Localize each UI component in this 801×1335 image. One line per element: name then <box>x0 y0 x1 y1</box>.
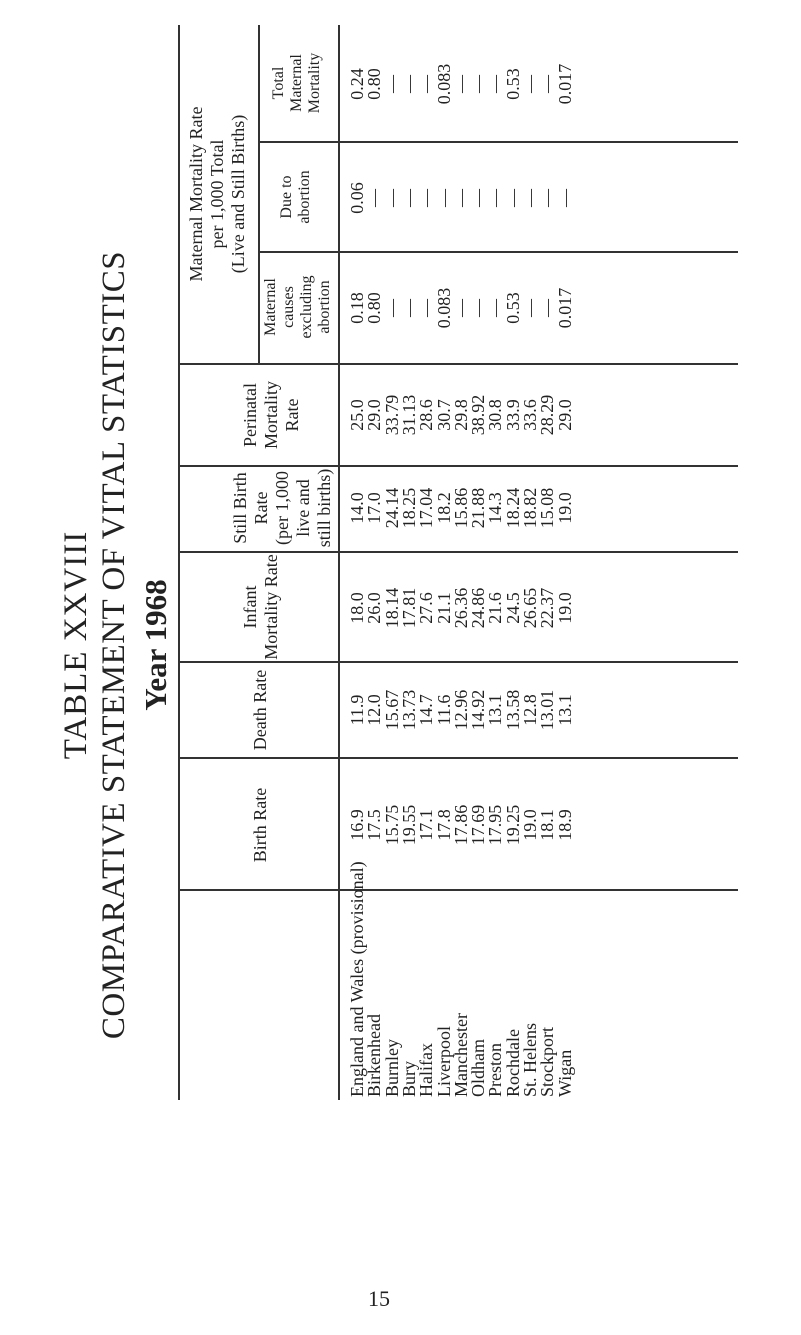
cell-perinatal-mortality-rate: 33.79 <box>381 394 402 436</box>
header-total-maternal-line-1: Total <box>270 66 287 100</box>
cell-maternal-excl-abortion: — <box>450 299 471 317</box>
cell-birth-rate: 19.0 <box>520 809 540 841</box>
header-due-to-abortion-line-2: abortion <box>296 170 313 224</box>
cell-perinatal-mortality-rate: 38.92 <box>468 394 489 436</box>
row-name: Preston <box>485 1043 506 1097</box>
cell-death-rate: 12.8 <box>520 694 540 726</box>
cell-maternal-excl-abortion: 0.18 <box>347 292 367 324</box>
header-total-maternal-line-2: Maternal <box>288 54 305 112</box>
header-maternal-group-line-2: per 1,000 Total <box>207 139 227 249</box>
cell-still-birth-rate: 14.0 <box>347 492 367 524</box>
cell-death-rate: 13.1 <box>554 694 575 726</box>
cell-still-birth-rate: 15.86 <box>450 487 471 529</box>
maternal-group-rule <box>258 25 260 365</box>
cell-still-birth-rate: 17.04 <box>416 487 437 529</box>
row-name: Burnley <box>381 1039 402 1097</box>
rotated-table-page <box>0 25 801 1265</box>
col-divider-2 <box>178 757 738 759</box>
cell-infant-mortality-rate: 21.6 <box>485 592 506 624</box>
row-name: Wigan <box>554 1049 575 1097</box>
cell-birth-rate: 17.8 <box>433 809 454 841</box>
cell-perinatal-mortality-rate: 29.0 <box>554 399 575 431</box>
cell-still-birth-rate: 17.0 <box>364 492 385 524</box>
header-death-rate: Death Rate <box>250 669 270 751</box>
cell-perinatal-mortality-rate: 29.0 <box>364 399 385 431</box>
row-name: Manchester <box>450 1013 471 1097</box>
cell-due-to-abortion: — <box>502 189 523 207</box>
cell-infant-mortality-rate: 22.37 <box>537 587 558 629</box>
cell-due-to-abortion: — <box>485 189 506 207</box>
cell-still-birth-rate: 15.08 <box>537 487 558 529</box>
cell-total-maternal: 0.017 <box>554 63 575 105</box>
cell-still-birth-rate: 18.25 <box>398 487 419 529</box>
cell-death-rate: 13.01 <box>537 689 558 731</box>
cell-still-birth-rate: 19.0 <box>554 492 575 524</box>
cell-still-birth-rate: 21.88 <box>468 487 489 529</box>
cell-total-maternal: — <box>485 75 506 93</box>
header-maternal-group-line-3: (Live and Still Births) <box>228 114 248 274</box>
cell-birth-rate: 16.9 <box>347 809 367 841</box>
header-maternal-group-line-1: Maternal Mortality Rate <box>186 106 206 282</box>
cell-perinatal-mortality-rate: 29.8 <box>450 399 471 431</box>
cell-death-rate: 11.9 <box>347 694 367 726</box>
cell-perinatal-mortality-rate: 31.13 <box>398 394 419 436</box>
cell-maternal-excl-abortion: — <box>537 299 558 317</box>
cell-perinatal-mortality-rate: 28.29 <box>537 394 558 436</box>
cell-due-to-abortion: — <box>381 189 402 207</box>
cell-total-maternal: — <box>416 75 437 93</box>
cell-infant-mortality-rate: 24.86 <box>468 587 489 629</box>
cell-due-to-abortion: — <box>537 189 558 207</box>
header-total-maternal-mortality <box>270 25 324 141</box>
cell-death-rate: 13.73 <box>398 689 419 731</box>
row-name: Stockport <box>537 1027 558 1097</box>
cell-infant-mortality-rate: 18.0 <box>347 592 367 624</box>
header-still-birth-rate-line-1: Still Birth Rate <box>230 472 271 544</box>
cell-maternal-excl-abortion: — <box>381 299 402 317</box>
cell-birth-rate: 17.1 <box>416 809 437 841</box>
cell-still-birth-rate: 18.82 <box>520 487 540 529</box>
cell-birth-rate: 17.69 <box>468 804 489 846</box>
row-name: Liverpool <box>433 1026 454 1097</box>
row-name: England and Wales (provisional) <box>347 861 367 1097</box>
cell-total-maternal: 0.24 <box>347 68 367 100</box>
cell-maternal-excl-abortion: — <box>520 299 540 317</box>
row-name: St. Helens <box>520 1023 540 1097</box>
header-maternal-excl-line-2: causes <box>280 286 297 328</box>
cell-still-birth-rate: 18.2 <box>433 492 454 524</box>
cell-infant-mortality-rate: 24.5 <box>502 592 523 624</box>
header-still-birth-rate-line-2: (per 1,000 live and <box>272 471 313 545</box>
col-divider-8 <box>258 141 738 143</box>
cell-infant-mortality-rate: 26.0 <box>364 592 385 624</box>
cell-maternal-excl-abortion: 0.80 <box>364 292 385 324</box>
cell-due-to-abortion: — <box>364 189 385 207</box>
cell-maternal-excl-abortion: 0.017 <box>554 287 575 329</box>
cell-death-rate: 12.96 <box>450 689 471 731</box>
cell-birth-rate: 19.25 <box>502 804 523 846</box>
row-name: Bury <box>398 1061 419 1097</box>
cell-infant-mortality-rate: 17.81 <box>398 587 419 629</box>
cell-perinatal-mortality-rate: 30.7 <box>433 399 454 431</box>
cell-death-rate: 14.92 <box>468 689 489 731</box>
cell-birth-rate: 17.5 <box>364 809 385 841</box>
cell-total-maternal: 0.80 <box>364 68 385 100</box>
table-top-rule <box>178 25 180 1100</box>
cell-due-to-abortion: — <box>520 189 540 207</box>
cell-total-maternal: — <box>537 75 558 93</box>
row-name: Oldham <box>468 1039 489 1097</box>
cell-infant-mortality-rate: 21.1 <box>433 592 454 624</box>
cell-maternal-excl-abortion: — <box>485 299 506 317</box>
header-perinatal-line-2: Mortality Rate <box>261 381 302 449</box>
cell-due-to-abortion: 0.06 <box>347 182 367 214</box>
cell-perinatal-mortality-rate: 30.8 <box>485 399 506 431</box>
cell-death-rate: 15.67 <box>381 689 402 731</box>
cell-death-rate: 14.7 <box>416 694 437 726</box>
cell-total-maternal: 0.53 <box>502 68 523 100</box>
cell-infant-mortality-rate: 18.14 <box>381 587 402 629</box>
cell-still-birth-rate: 24.14 <box>381 487 402 529</box>
cell-maternal-excl-abortion: — <box>416 299 437 317</box>
row-name: Halifax <box>416 1043 437 1097</box>
cell-due-to-abortion: — <box>398 189 419 207</box>
cell-perinatal-mortality-rate: 25.0 <box>347 399 367 431</box>
cell-due-to-abortion: — <box>468 189 489 207</box>
row-name: Rochdale <box>502 1029 523 1097</box>
table-title: COMPARATIVE STATEMENT OF VITAL STATISTICS <box>96 250 132 1040</box>
cell-infant-mortality-rate: 26.65 <box>520 587 540 629</box>
header-perinatal-line-1: Perinatal <box>240 383 260 447</box>
cell-infant-mortality-rate: 27.6 <box>416 592 437 624</box>
cell-maternal-excl-abortion: 0.083 <box>433 287 454 329</box>
cell-total-maternal: 0.083 <box>433 63 454 105</box>
cell-maternal-excl-abortion: — <box>468 299 489 317</box>
cell-death-rate: 13.1 <box>485 694 506 726</box>
cell-birth-rate: 17.95 <box>485 804 506 846</box>
page-number: 15 <box>368 1286 390 1311</box>
header-maternal-excl-line-1: Maternal <box>262 278 279 336</box>
cell-total-maternal: — <box>450 75 471 93</box>
cell-birth-rate: 17.86 <box>450 804 471 846</box>
cell-maternal-excl-abortion: 0.53 <box>502 292 523 324</box>
cell-due-to-abortion: — <box>554 189 575 207</box>
header-maternal-excl-line-3: excluding <box>298 275 315 339</box>
header-still-birth-rate <box>230 465 335 551</box>
header-infant-mortality-rate: Infant Mortality Rate <box>240 554 281 660</box>
header-maternal-group <box>186 25 249 363</box>
cell-birth-rate: 19.55 <box>398 804 419 846</box>
cell-perinatal-mortality-rate: 33.6 <box>520 399 540 431</box>
cell-perinatal-mortality-rate: 28.6 <box>416 399 437 431</box>
cell-total-maternal: — <box>381 75 402 93</box>
cell-total-maternal: — <box>398 75 419 93</box>
header-bottom-rule <box>338 25 340 1100</box>
cell-due-to-abortion: — <box>416 189 437 207</box>
header-still-birth-rate-line-3: still births) <box>314 468 334 548</box>
header-due-to-abortion <box>278 143 314 251</box>
header-due-to-abortion-line-1: Due to <box>278 175 295 219</box>
cell-death-rate: 12.0 <box>364 694 385 726</box>
cell-still-birth-rate: 14.3 <box>485 492 506 524</box>
header-perinatal-mortality-rate <box>240 365 303 465</box>
header-maternal-excl-line-4: abortion <box>316 280 333 334</box>
cell-birth-rate: 15.75 <box>381 804 402 846</box>
cell-due-to-abortion: — <box>433 189 454 207</box>
cell-total-maternal: — <box>468 75 489 93</box>
cell-total-maternal: — <box>520 75 540 93</box>
cell-due-to-abortion: — <box>450 189 471 207</box>
col-divider-1 <box>178 889 738 891</box>
header-total-maternal-line-3: Mortality <box>306 52 323 114</box>
cell-infant-mortality-rate: 26.36 <box>450 587 471 629</box>
table-label: TABLE XXVIII <box>58 530 94 760</box>
cell-maternal-excl-abortion: — <box>398 299 419 317</box>
cell-infant-mortality-rate: 19.0 <box>554 592 575 624</box>
cell-still-birth-rate: 18.24 <box>502 487 523 529</box>
cell-birth-rate: 18.9 <box>554 809 575 841</box>
cell-death-rate: 11.6 <box>433 694 454 726</box>
cell-death-rate: 13.58 <box>502 689 523 731</box>
table-year: Year 1968 <box>138 579 173 711</box>
cell-perinatal-mortality-rate: 33.9 <box>502 399 523 431</box>
cell-birth-rate: 18.1 <box>537 809 558 841</box>
header-maternal-causes-excluding-abortion <box>262 253 334 361</box>
row-name: Birkenhead <box>364 1014 385 1097</box>
header-birth-rate: Birth Rate <box>250 787 270 863</box>
